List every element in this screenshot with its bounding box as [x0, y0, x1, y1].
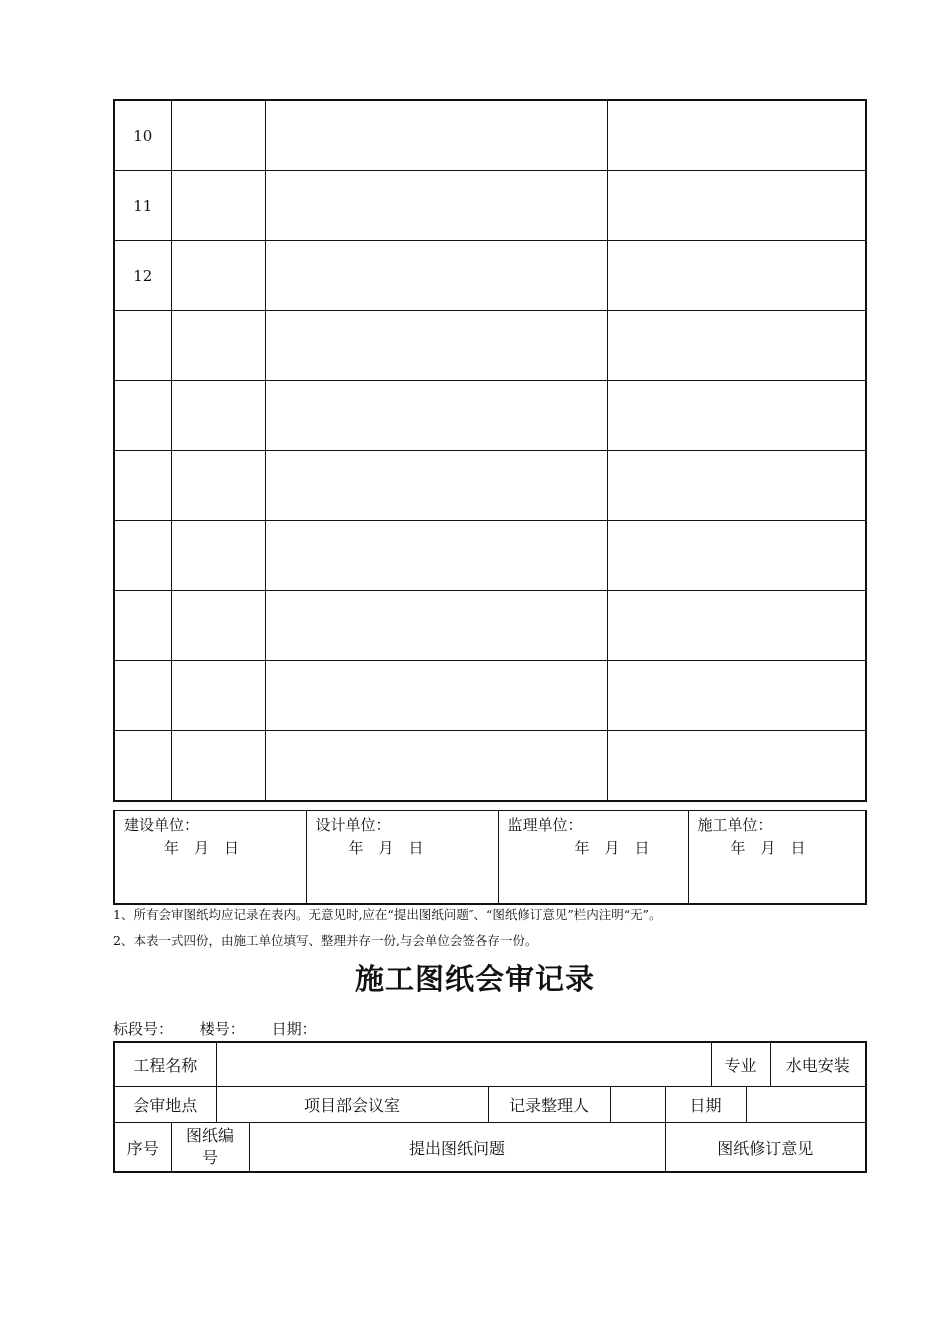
form-row-project: [114, 1042, 866, 1087]
record-question-cell[interactable]: [265, 451, 607, 521]
signature-label: 监理单位：: [507, 816, 583, 834]
signature-label: 设计单位：: [315, 816, 391, 834]
record-revision-cell[interactable]: [607, 661, 866, 731]
col-drawing-no-line1: 图纸编: [186, 1126, 235, 1145]
date-label-cell: 日期: [665, 1087, 746, 1123]
record-number: 12: [114, 241, 171, 311]
record-question-cell[interactable]: [265, 241, 607, 311]
record-row: [114, 241, 866, 311]
record-number: [114, 381, 171, 451]
record-row: [114, 521, 866, 591]
record-revision-cell[interactable]: [607, 381, 866, 451]
meta-line: [113, 1018, 339, 1039]
recorder-label: 记录整理人: [488, 1087, 610, 1123]
project-name-label: 工程名称: [114, 1042, 216, 1087]
form-row-columns: [114, 1123, 866, 1173]
record-number: 11: [114, 171, 171, 241]
record-drawing-no-cell[interactable]: [171, 381, 265, 451]
note-2: 2、本表一式四份，由施工单位填写、整理并存一份,与会单位会签各存一份。: [113, 933, 538, 948]
record-number: [114, 521, 171, 591]
record-revision-cell[interactable]: [607, 241, 866, 311]
record-revision-cell[interactable]: [607, 731, 866, 802]
signature-date: 年 月 日: [164, 839, 240, 857]
record-number: [114, 311, 171, 381]
record-revision-cell[interactable]: [607, 171, 866, 241]
signature-cell-supervision[interactable]: [498, 811, 688, 905]
record-drawing-no-cell[interactable]: [171, 311, 265, 381]
col-seq-header: 序号: [114, 1123, 171, 1173]
records-body: [114, 100, 866, 801]
record-row: [114, 311, 866, 381]
record-drawing-no-cell[interactable]: [171, 661, 265, 731]
signature-date: 年 月 日: [730, 839, 806, 857]
record-revision-cell[interactable]: [607, 100, 866, 171]
record-question-cell[interactable]: [265, 591, 607, 661]
record-drawing-no-cell[interactable]: [171, 591, 265, 661]
form-row-location: [114, 1087, 866, 1123]
record-number: 10: [114, 100, 171, 171]
record-row: [114, 171, 866, 241]
record-revision-cell[interactable]: [607, 311, 866, 381]
date-label: 日期：: [271, 1020, 317, 1038]
record-drawing-no-cell[interactable]: [171, 521, 265, 591]
record-revision-cell[interactable]: [607, 591, 866, 661]
signature-date: 年 月 日: [574, 839, 650, 857]
record-question-cell[interactable]: [265, 311, 607, 381]
record-question-cell[interactable]: [265, 171, 607, 241]
specialty-value[interactable]: 水电安装: [770, 1042, 866, 1087]
building-label: 楼号：: [199, 1020, 245, 1038]
recorder-field[interactable]: [610, 1087, 665, 1123]
signature-cell-contractor[interactable]: [688, 811, 866, 905]
col-drawing-no-header: [171, 1123, 249, 1173]
col-drawing-no-line2: 号: [202, 1148, 219, 1167]
col-revision-header: 图纸修订意见: [665, 1123, 866, 1173]
record-number: [114, 451, 171, 521]
record-question-cell[interactable]: [265, 521, 607, 591]
signature-table: [113, 810, 867, 905]
record-drawing-no-cell[interactable]: [171, 241, 265, 311]
record-drawing-no-cell[interactable]: [171, 171, 265, 241]
project-name-field[interactable]: [216, 1042, 711, 1087]
record-row: [114, 661, 866, 731]
record-revision-cell[interactable]: [607, 451, 866, 521]
record-row: [114, 591, 866, 661]
signature-date: 年 月 日: [348, 839, 424, 857]
specialty-label: 专业: [711, 1042, 770, 1087]
record-question-cell[interactable]: [265, 100, 607, 171]
record-question-cell[interactable]: [265, 381, 607, 451]
record-row: [114, 100, 866, 171]
signature-row: [114, 811, 866, 905]
record-number: [114, 591, 171, 661]
record-revision-cell[interactable]: [607, 521, 866, 591]
record-row: [114, 381, 866, 451]
location-field[interactable]: 项目部会议室: [216, 1087, 488, 1123]
record-number: [114, 731, 171, 802]
section-label: 标段号：: [113, 1020, 174, 1038]
record-drawing-no-cell[interactable]: [171, 731, 265, 802]
record-question-cell[interactable]: [265, 731, 607, 802]
record-drawing-no-cell[interactable]: [171, 451, 265, 521]
signature-cell-design[interactable]: [306, 811, 498, 905]
record-row: [114, 451, 866, 521]
location-label: 会审地点: [114, 1087, 216, 1123]
records-table: [113, 99, 867, 802]
col-question-header: 提出图纸问题: [249, 1123, 665, 1173]
signature-cell-construction[interactable]: [114, 811, 306, 905]
record-question-cell[interactable]: [265, 661, 607, 731]
signature-label: 施工单位：: [697, 816, 773, 834]
note-1: 1、所有会审图纸均应记录在表内。无意见时,应在“提出图纸问题″、“图纸修订意见”栏内注明“无”。: [113, 907, 662, 922]
record-drawing-no-cell[interactable]: [171, 100, 265, 171]
record-number: [114, 661, 171, 731]
record-row: [114, 731, 866, 802]
page-title: 施工图纸会审记录: [354, 962, 595, 996]
signature-label: 建设单位：: [124, 816, 200, 834]
date-field[interactable]: [746, 1087, 866, 1123]
drawing-review-form: [113, 1041, 867, 1173]
